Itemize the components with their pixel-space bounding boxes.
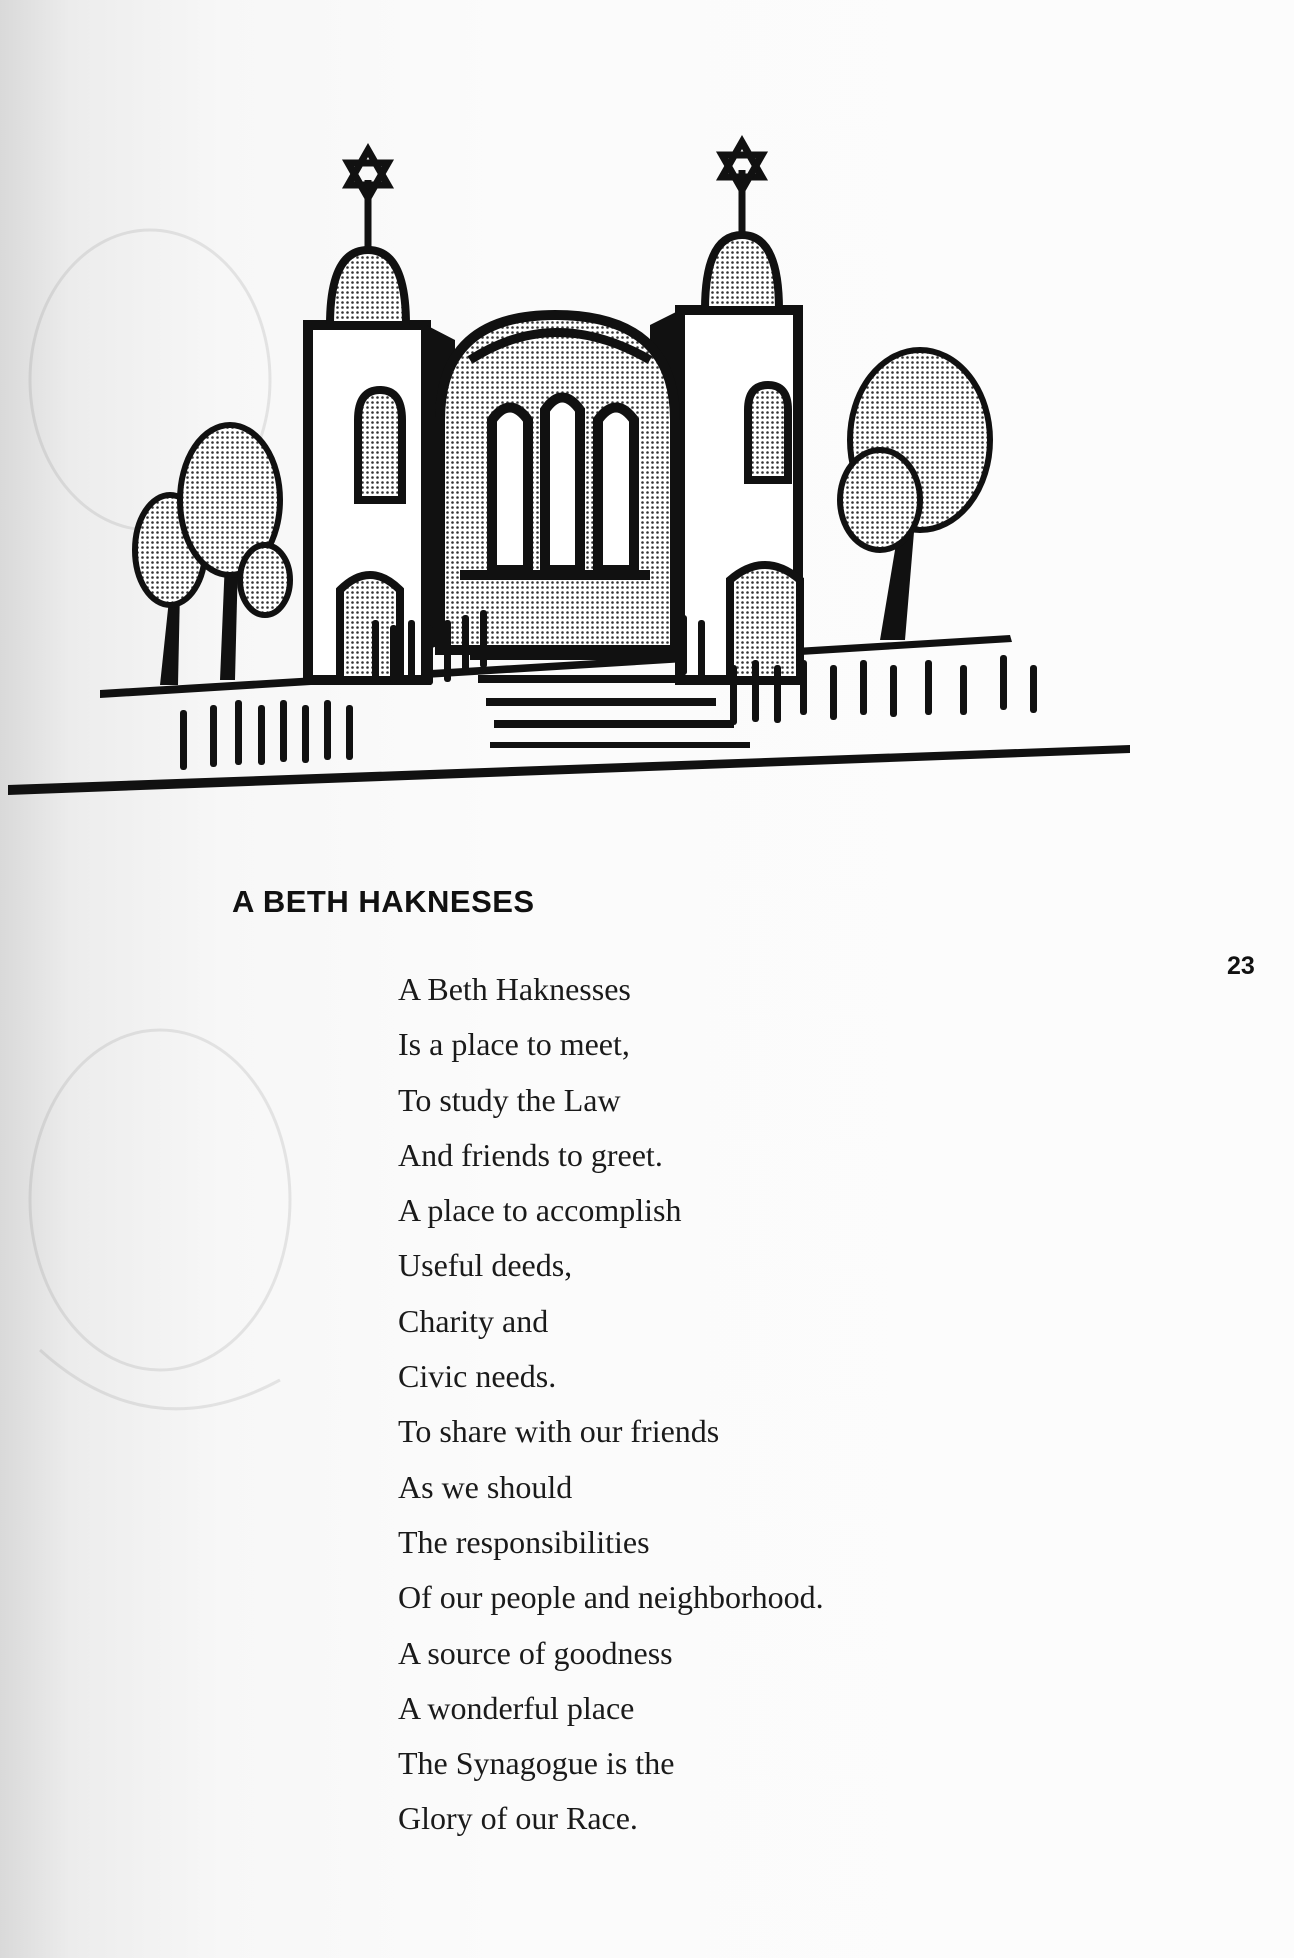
poem-line: As we should xyxy=(398,1468,573,1505)
synagogue-illustration-icon xyxy=(0,120,1160,820)
poem-line: A Beth Haknesses xyxy=(398,971,631,1007)
poem-line: Civic needs. xyxy=(398,1358,557,1395)
poem-line: Charity and xyxy=(398,1302,549,1339)
poem-line: Useful deeds, xyxy=(398,1247,573,1284)
poem-line: To study the Law xyxy=(398,1081,621,1118)
poem-line: A wonderful place xyxy=(398,1689,635,1726)
poem-line: A source of goodness xyxy=(398,1634,673,1671)
poem-title: A BETH HAKNESES xyxy=(232,884,535,919)
poem-line: Is a place to meet, xyxy=(398,1026,630,1063)
poem-body xyxy=(398,962,824,1847)
page-number: 23 xyxy=(1227,952,1255,980)
poem-line: And friends to greet. xyxy=(398,1136,663,1173)
poem-line: To share with our friends xyxy=(398,1413,720,1450)
poem-line: Of our people and neighborhood. xyxy=(398,1579,824,1616)
poem-line: Glory of our Race. xyxy=(398,1800,638,1837)
poem-line: The responsibilities xyxy=(398,1523,650,1560)
poem-line: The Synagogue is the xyxy=(398,1745,675,1782)
poem-line: A place to accomplish xyxy=(398,1192,682,1229)
